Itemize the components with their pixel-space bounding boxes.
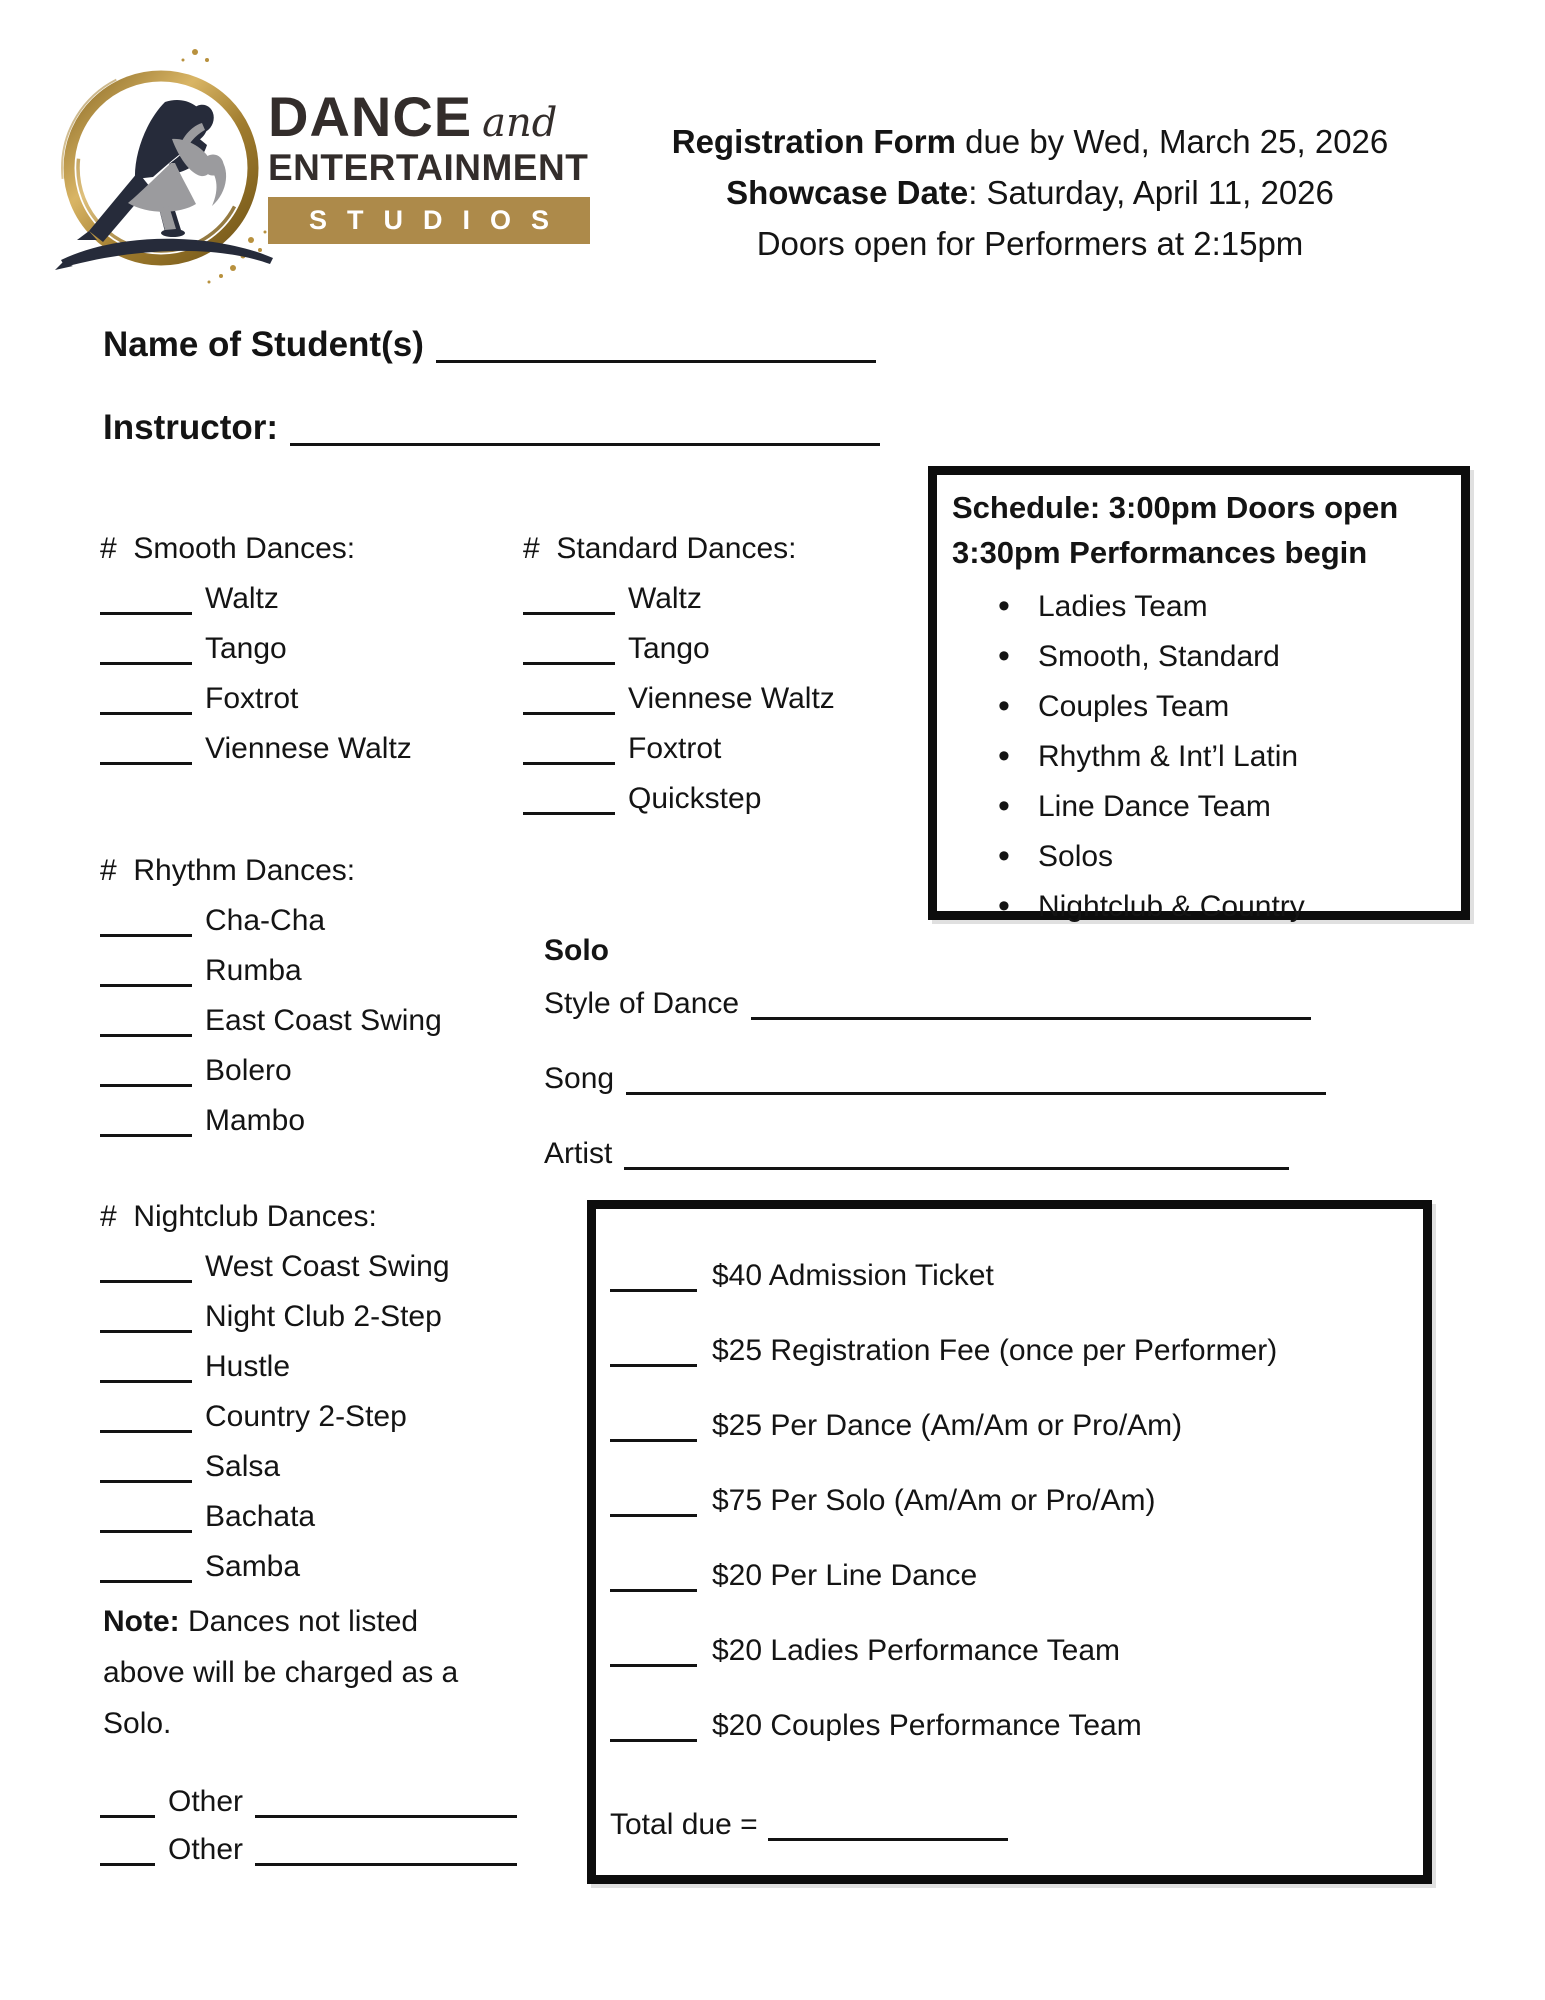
note-label: Note: bbox=[103, 1605, 180, 1638]
qty-blank-line bbox=[610, 1439, 697, 1442]
count-blank-line bbox=[100, 1084, 192, 1087]
showcase-date-label: Showcase Date bbox=[726, 174, 969, 211]
logo-and-word: and bbox=[482, 100, 558, 146]
dance-row bbox=[100, 1046, 442, 1096]
nightclub-dances-section bbox=[100, 1192, 450, 1592]
dance-label: Tango bbox=[628, 632, 710, 665]
count-blank-line bbox=[100, 1280, 192, 1283]
count-blank-line bbox=[100, 1380, 192, 1383]
price-row bbox=[610, 1703, 1423, 1778]
rhythm-dances-section bbox=[100, 846, 442, 1146]
dance-label: Quickstep bbox=[628, 782, 762, 815]
schedule-item: • Solos bbox=[952, 832, 1447, 882]
dance-row bbox=[100, 946, 442, 996]
showcase-date-text: : Saturday, April 11, 2026 bbox=[968, 174, 1334, 211]
count-blank-line bbox=[523, 662, 615, 665]
style-of-dance-label: Style of Dance bbox=[544, 987, 740, 1020]
count-blank-line bbox=[100, 934, 192, 937]
dance-label: Foxtrot bbox=[628, 732, 722, 765]
instructor-blank-line bbox=[290, 443, 880, 446]
dance-label: Salsa bbox=[205, 1450, 281, 1483]
count-blank-line bbox=[100, 1330, 192, 1333]
dance-label: Tango bbox=[205, 632, 287, 665]
schedule-box bbox=[928, 466, 1470, 923]
dance-row bbox=[100, 1292, 450, 1342]
total-due-label: Total due = bbox=[610, 1808, 758, 1841]
dance-label: Country 2-Step bbox=[205, 1400, 407, 1433]
schedule-item: • Couples Team bbox=[952, 682, 1447, 732]
nightclub-dances-title: # Nightclub Dances: bbox=[100, 1200, 377, 1233]
count-blank-line bbox=[523, 812, 615, 815]
dance-row bbox=[523, 674, 835, 724]
note-line3: Solo. bbox=[103, 1707, 172, 1740]
dance-label: Waltz bbox=[205, 582, 279, 615]
dance-row bbox=[100, 674, 412, 724]
qty-blank-line bbox=[610, 1364, 697, 1367]
dance-couple-logo-icon bbox=[55, 44, 290, 299]
rhythm-dances-title: # Rhythm Dances: bbox=[100, 854, 356, 887]
price-row bbox=[610, 1478, 1423, 1553]
qty-blank-line bbox=[610, 1589, 697, 1592]
smooth-dances-title: # Smooth Dances: bbox=[100, 532, 356, 565]
qty-blank-line bbox=[610, 1739, 697, 1742]
dance-row bbox=[523, 724, 835, 774]
price-label: $20 Per Line Dance bbox=[712, 1559, 978, 1592]
other-blank-line bbox=[255, 1863, 517, 1866]
price-label: $20 Ladies Performance Team bbox=[712, 1634, 1121, 1667]
other-dance-row bbox=[100, 1778, 517, 1826]
dance-label: East Coast Swing bbox=[205, 1004, 442, 1037]
artist-label: Artist bbox=[544, 1137, 613, 1170]
students-label: Name of Student(s) bbox=[103, 325, 424, 364]
note-line1-rest: Dances not listed bbox=[179, 1605, 419, 1638]
price-label: $40 Admission Ticket bbox=[712, 1259, 994, 1292]
other-blank-line bbox=[255, 1815, 517, 1818]
logo-dance-and-line bbox=[268, 85, 590, 148]
logo-studios-word: STUDIOS bbox=[308, 205, 569, 235]
artist-field bbox=[544, 1124, 1326, 1199]
dance-row bbox=[100, 1392, 450, 1442]
instructor-field bbox=[103, 405, 880, 451]
dance-label: Foxtrot bbox=[205, 682, 299, 715]
schedule-list bbox=[952, 582, 1447, 932]
dance-label: Hustle bbox=[205, 1350, 291, 1383]
count-blank-line bbox=[100, 662, 192, 665]
song-label: Song bbox=[544, 1062, 615, 1095]
count-blank-line bbox=[100, 1430, 192, 1433]
note-text bbox=[103, 1596, 458, 1749]
dance-row bbox=[100, 1442, 450, 1492]
showcase-date-line bbox=[620, 167, 1440, 218]
studio-logo-text bbox=[268, 85, 590, 244]
total-blank-line bbox=[768, 1838, 1008, 1841]
dance-label: Rumba bbox=[205, 954, 302, 987]
smooth-dances-section bbox=[100, 524, 412, 774]
count-blank-line bbox=[100, 1815, 155, 1818]
count-blank-line bbox=[523, 762, 615, 765]
price-row bbox=[610, 1553, 1423, 1628]
note-line1 bbox=[103, 1596, 458, 1647]
students-field bbox=[103, 322, 876, 368]
dance-row bbox=[100, 896, 442, 946]
other-label: Other bbox=[168, 1785, 244, 1818]
dance-row bbox=[100, 574, 412, 624]
logo-dance-word: DANCE bbox=[268, 85, 473, 148]
dance-row bbox=[100, 1342, 450, 1392]
dance-row bbox=[523, 574, 835, 624]
qty-blank-line bbox=[610, 1289, 697, 1292]
total-due-field bbox=[610, 1800, 1423, 1850]
dance-label: West Coast Swing bbox=[205, 1250, 450, 1283]
count-blank-line bbox=[100, 1480, 192, 1483]
other-label: Other bbox=[168, 1833, 244, 1866]
dance-row bbox=[100, 996, 442, 1046]
count-blank-line bbox=[100, 612, 192, 615]
price-row bbox=[610, 1628, 1423, 1703]
count-blank-line bbox=[100, 712, 192, 715]
schedule-item: • Rhythm & Int’l Latin bbox=[952, 732, 1447, 782]
price-row bbox=[610, 1328, 1423, 1403]
pricing-box bbox=[587, 1200, 1432, 1884]
count-blank-line bbox=[523, 612, 615, 615]
other-dance-row bbox=[100, 1826, 517, 1874]
solo-title: Solo bbox=[544, 934, 609, 967]
note-line2: above will be charged as a bbox=[103, 1656, 459, 1689]
style-blank-line bbox=[751, 1017, 1311, 1020]
song-blank-line bbox=[626, 1092, 1326, 1095]
price-label: $25 Registration Fee (once per Performer) bbox=[712, 1334, 1278, 1367]
schedule-item: • Ladies Team bbox=[952, 582, 1447, 632]
dance-label: Viennese Waltz bbox=[628, 682, 835, 715]
count-blank-line bbox=[100, 1863, 155, 1866]
schedule-heading-line2: 3:30pm Performances begin bbox=[952, 535, 1368, 570]
dance-row bbox=[523, 624, 835, 674]
schedule-heading-line1: Schedule: 3:00pm Doors open bbox=[952, 490, 1399, 525]
due-date-text: due by Wed, March 25, 2026 bbox=[955, 123, 1389, 160]
dance-row bbox=[100, 724, 412, 774]
schedule-item: • Line Dance Team bbox=[952, 782, 1447, 832]
students-blank-line bbox=[436, 360, 876, 363]
dance-label: Bachata bbox=[205, 1500, 316, 1533]
dance-row bbox=[100, 1096, 442, 1146]
solo-section bbox=[544, 928, 1326, 1199]
count-blank-line bbox=[100, 1034, 192, 1037]
dance-label: Cha-Cha bbox=[205, 904, 326, 937]
due-date-line bbox=[620, 116, 1440, 167]
artist-blank-line bbox=[624, 1167, 1289, 1170]
dance-row bbox=[100, 624, 412, 674]
count-blank-line bbox=[100, 1580, 192, 1583]
song-field bbox=[544, 1049, 1326, 1124]
count-blank-line bbox=[100, 762, 192, 765]
logo-entertainment-word: ENTERTAINMENT bbox=[268, 147, 589, 188]
standard-dances-section bbox=[523, 524, 835, 824]
dance-row bbox=[100, 1542, 450, 1592]
count-blank-line bbox=[100, 1134, 192, 1137]
schedule-item: • Nightclub & Country bbox=[952, 882, 1447, 932]
qty-blank-line bbox=[610, 1514, 697, 1517]
dance-label: Bolero bbox=[205, 1054, 292, 1087]
doors-open-line: Doors open for Performers at 2:15pm bbox=[756, 225, 1304, 262]
count-blank-line bbox=[100, 1530, 192, 1533]
dance-label: Viennese Waltz bbox=[205, 732, 412, 765]
dance-row bbox=[100, 1242, 450, 1292]
price-label: $25 Per Dance (Am/Am or Pro/Am) bbox=[712, 1409, 1183, 1442]
instructor-label: Instructor: bbox=[103, 408, 278, 447]
price-label: $20 Couples Performance Team bbox=[712, 1709, 1142, 1742]
logo-studios-bar bbox=[268, 197, 590, 244]
form-header bbox=[620, 116, 1440, 269]
qty-blank-line bbox=[610, 1664, 697, 1667]
dance-label: Waltz bbox=[628, 582, 702, 615]
price-label: $75 Per Solo (Am/Am or Pro/Am) bbox=[712, 1484, 1156, 1517]
dance-row bbox=[523, 774, 835, 824]
standard-dances-title: # Standard Dances: bbox=[523, 532, 797, 565]
dance-label: Mambo bbox=[205, 1104, 306, 1137]
schedule-item: • Smooth, Standard bbox=[952, 632, 1447, 682]
count-blank-line bbox=[100, 984, 192, 987]
style-of-dance-field bbox=[544, 974, 1326, 1049]
dance-row bbox=[100, 1492, 450, 1542]
price-row bbox=[610, 1403, 1423, 1478]
price-row bbox=[610, 1253, 1423, 1328]
count-blank-line bbox=[523, 712, 615, 715]
dance-label: Night Club 2-Step bbox=[205, 1300, 442, 1333]
dance-label: Samba bbox=[205, 1550, 301, 1583]
registration-form-label: Registration Form bbox=[671, 123, 956, 160]
